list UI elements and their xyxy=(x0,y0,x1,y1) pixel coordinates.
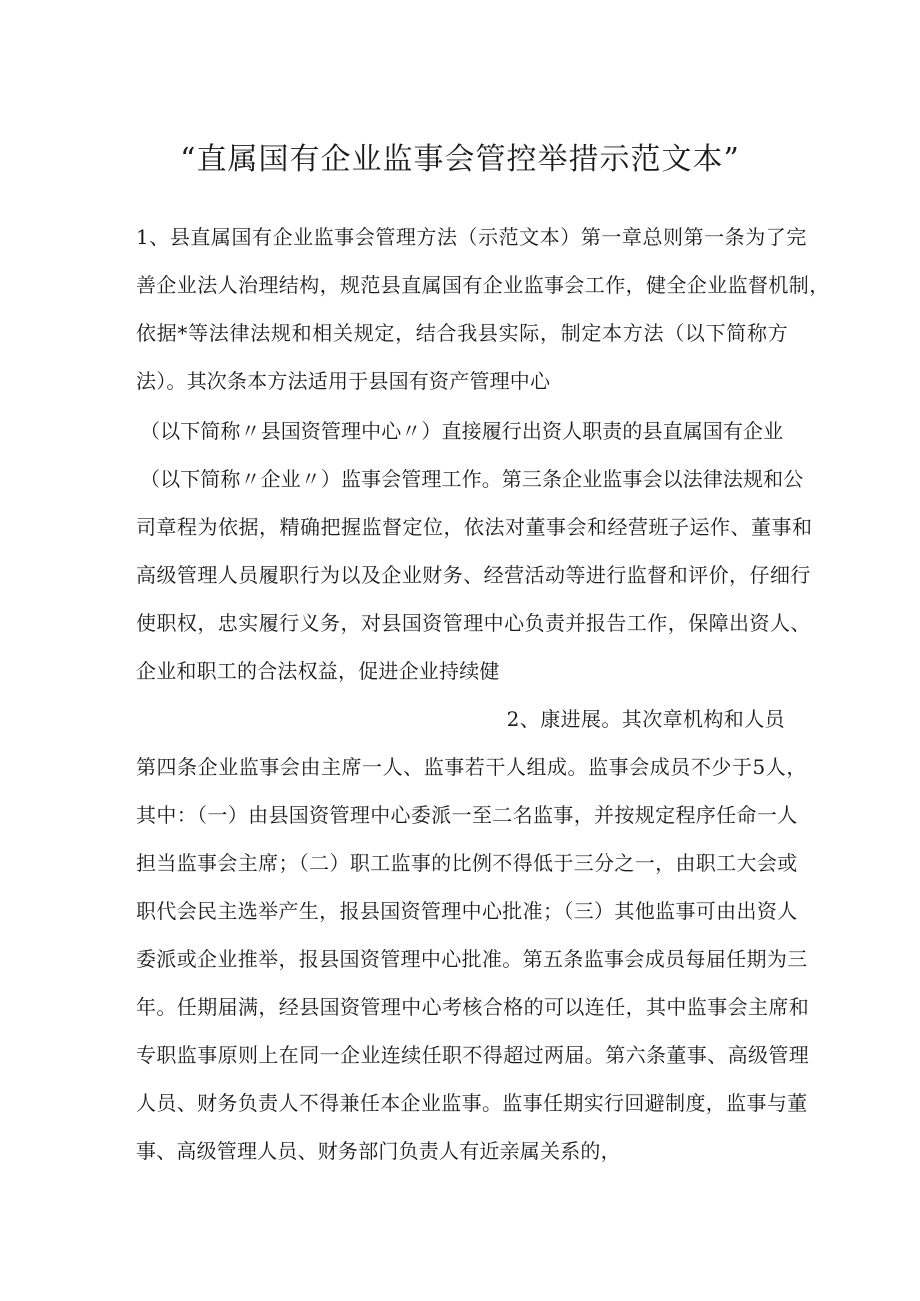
body-line-16: 委派或企业推举，报县国资管理中心批准。第五条监事会成员每届任期为三 xyxy=(136,947,808,971)
body-line-19: 人员、财务负责人不得兼任本企业监事。监事任期实行回避制度，监事与董 xyxy=(136,1091,808,1115)
body-line-10: 企业和职工的合法权益，促进企业持续健 xyxy=(136,659,500,683)
body-line-11: 2、康进展。其次章机构和人员 xyxy=(506,707,785,731)
body-line-7: 司章程为依据，精确把握监督定位，依法对董事会和经营班子运作、董事和 xyxy=(136,515,813,539)
body-line-13: 其中：（一）由县国资管理中心委派一至二名监事，并按规定程序任命一人 xyxy=(136,803,798,827)
body-line-20: 事、高级管理人员、财务部门负责人有近亲属关系的， xyxy=(136,1139,621,1163)
body-line-15: 职代会民主选举产生，报县国资管理中心批准；（三）其他监事可由出资人 xyxy=(136,899,798,923)
body-line-9: 使职权，忠实履行义务，对县国资管理中心负责并报告工作，保障出资人、 xyxy=(136,611,811,635)
body-line-17: 年。任期届满，经县国资管理中心考核合格的可以连任，其中监事会主席和 xyxy=(136,995,810,1019)
body-line-14: 担当监事会主席；（二）职工监事的比例不得低于三分之一，由职工大会或 xyxy=(136,851,798,875)
body-line-2: 善企业法人治理结构，规范县直属国有企业监事会工作，健全企业监督机制， xyxy=(136,273,830,297)
document-title: “直属国有企业监事会管控举措示范文本” xyxy=(180,142,740,177)
body-line-3: 依据*等法律法规和相关规定，结合我县实际，制定本方法（以下简称方 xyxy=(136,321,789,345)
body-line-12: 第四条企业监事会由主席一人、监事若干人组成。监事会成员不少于5人， xyxy=(136,755,807,779)
body-line-1: 1、县直属国有企业监事会管理方法（示范文本）第一章总则第一条为了完 xyxy=(136,225,807,249)
body-line-8: 高级管理人员履职行为以及企业财务、经营活动等进行监督和评价，仔细行 xyxy=(136,563,811,587)
body-line-5: （以下简称〃县国资管理中心〃）直接履行出资人职责的县直属国有企业 xyxy=(140,419,784,443)
body-line-4: 法）。其次条本方法适用于县国有资产管理中心 xyxy=(136,369,551,393)
body-line-18: 专职监事原则上在同一企业连续任职不得超过两届。第六条董事、高级管理 xyxy=(136,1043,810,1067)
body-line-6: （以下简称〃企业〃）监事会管理工作。第三条企业监事会以法律法规和公 xyxy=(140,467,804,491)
